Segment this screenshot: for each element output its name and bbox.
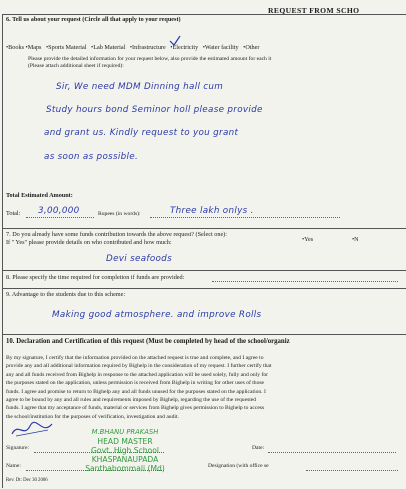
checkmark-icon [168,34,182,48]
words-label: Rupees (in words): [98,211,141,217]
option-other[interactable]: •Other [243,44,260,51]
amount-in-words-value: Three lakh onlys . [170,206,254,216]
contribution-details-value: Devi seafoods [106,254,172,264]
request-description-line: and grant us. Kindly request to you grant [44,128,239,138]
option-no[interactable]: •N [352,236,359,243]
signature-scribble [8,418,58,440]
school-seal-stamp: M.BHANU PRAKASH HEAD MASTER Govt. High School KHASPANAUPADA Santhabommali (Md) [85,428,165,473]
page-header-title: REQUEST FROM SCHO [268,6,360,15]
option-infrastructure[interactable]: •Infrastructure [129,44,166,51]
option-books[interactable]: •Books [6,44,24,51]
estimated-amount-label: Total Estimated Amount: [6,192,73,199]
section8-question: 8. Please specify the time required for completion if funds are provided: [6,274,185,281]
student-advantage-value: Making good atmosphere. and improve Rolls [52,310,262,320]
section6-instruction-attach: (Please attach additional sheet if required): [28,63,124,69]
total-amount-value: 3,00,000 [38,206,80,216]
option-maps[interactable]: •Maps [25,44,42,51]
option-sports-material[interactable]: •Sports Material [46,44,87,51]
option-electricity[interactable]: •Electricity [170,44,199,51]
date-label: Date: [252,445,265,451]
option-water-facility[interactable]: •Water facility [202,44,239,51]
total-label: Total: [6,210,21,217]
section7-details-label: If " Yes" please provide details on who contributed and how much: [6,239,172,246]
option-lab-material[interactable]: •Lab Material [91,44,126,51]
section9-question: 9. Advantage to the students due to this scheme: [6,291,126,298]
section6-heading: 6. Tell us about your request (Circle all that apply to your request) [6,16,181,23]
revision-date: Rev. Dt: Dec 30 2006 [6,478,48,483]
request-description-line: Sir, We need MDM Dinning hall cum [56,82,224,92]
declaration-text: By my signature, I certify that the information provided on the attached request is true and complete, and I agree to provide any and all additional information required by Bighelp in the consideration of my request. I further certify that any and all funds received from Bighelp in response to the attached application will be used solely, fully and only for the purposes stated on the application, unless permission is received from Bighelp in writing for other uses of those funds. I agree and promise to return to Bighelp any and all funds unused for the purposes stated on the application. I agree to be bound by any and all rules and requirements imposed by Bighelp, regarding the use of the requested funds. I agree that my acceptance of funds, material or services from Bighelp gives permission to Bighelp to access the school/institution for the purposes of verification, investigation and audit. [6,355,272,420]
header-divider [2,14,406,15]
section10-heading: 10. Declaration and Certification of this request (Must be completed by head of the school/organiz [6,338,290,345]
name-label: Name: [6,463,21,469]
request-description-line: as soon as possible. [44,152,139,162]
request-description-line: Study hours bond Seminor holl please provide [46,105,263,115]
section6-instruction: Please provide the detailed information for your request below, also provide the estimated amount for each it [28,56,272,62]
designation-label: Designation (with office se [208,463,269,469]
section7-question: 7. Do you already have some funds contribution towards the above request? (Select one): [6,231,227,238]
option-yes[interactable]: •Yes [302,236,314,243]
signature-label: Signature: [6,445,29,451]
section6-options [6,44,259,51]
